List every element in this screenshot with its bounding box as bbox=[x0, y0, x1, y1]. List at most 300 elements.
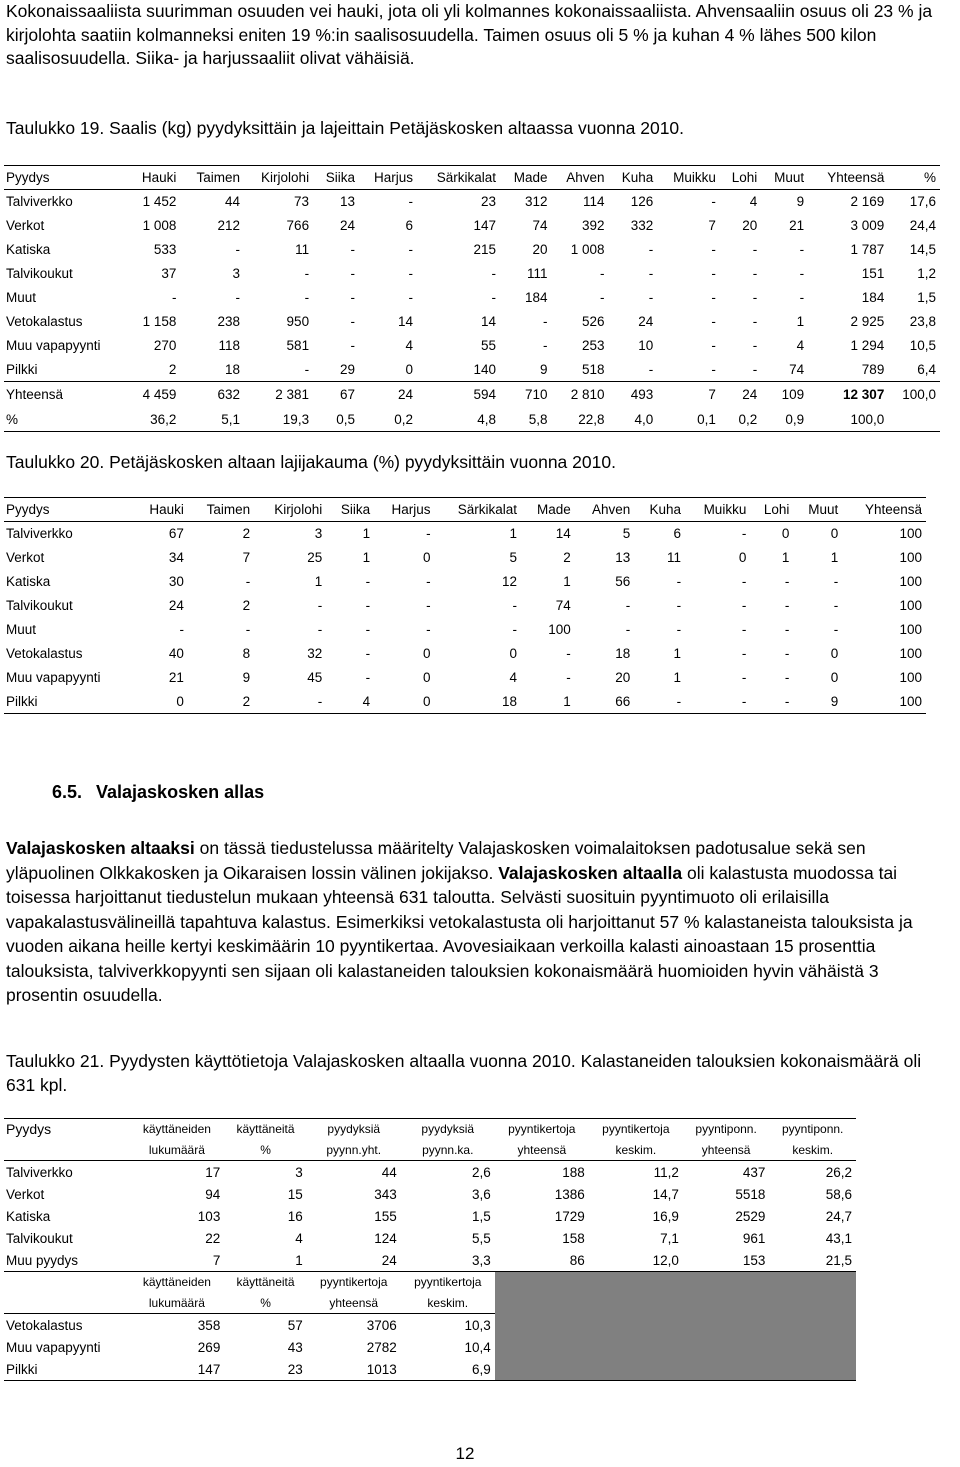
table20-row-cell: 0 bbox=[423, 550, 431, 565]
table21-header-row-bottom-cell: keskim. bbox=[589, 1141, 683, 1161]
table19-row-cell: 10,5 bbox=[909, 338, 936, 353]
table21-gray-block bbox=[495, 1314, 856, 1337]
table21-header-row-bottom-cell: pyynn.yht. bbox=[307, 1141, 401, 1161]
table21-row-cell: 158 bbox=[562, 1230, 585, 1246]
table19-row-cell: 581 bbox=[286, 338, 310, 353]
table20-row-cell: 0 bbox=[830, 670, 839, 685]
table21-gray-block bbox=[495, 1272, 856, 1314]
table19-row-cell: - bbox=[720, 358, 761, 382]
table20-row-cell: 7 bbox=[242, 550, 251, 565]
table20-row-cell: 100 bbox=[899, 670, 922, 685]
table20-row-cell: 21 bbox=[168, 670, 184, 685]
table20-row-cell: 32 bbox=[307, 646, 323, 661]
table21-header-row-bottom-cell: keskim. bbox=[769, 1141, 856, 1161]
table21-subheader-cell: pyyntikertoja bbox=[401, 1272, 495, 1294]
table20-row-cell: - bbox=[317, 598, 323, 613]
table19-row-cell: - bbox=[542, 338, 548, 353]
table21-row-cell: 14,7 bbox=[652, 1186, 679, 1202]
table20-row-cell: - bbox=[833, 598, 839, 613]
table19-row-cell: - bbox=[711, 290, 716, 305]
table20-row-cell: - bbox=[179, 622, 184, 637]
table20-row-cell: 34 bbox=[168, 550, 184, 565]
table21-subheader-cell: käyttäneitä bbox=[224, 1272, 306, 1294]
table21-caption: Taulukko 21. Pyydysten käyttötietoja Valajaskosken altaalla vuonna 2010. Kalastaneiden talouksien kokonaismäärä oli 631 kpl. bbox=[6, 1051, 922, 1095]
body-bold-2: Valajaskosken altaalla bbox=[498, 862, 683, 883]
table20-row-cell: 100 bbox=[899, 550, 922, 565]
table20-row bbox=[4, 618, 926, 642]
table19-percent-row-cell: 36,2 bbox=[128, 408, 180, 432]
table19-header-row-cell: Hauki bbox=[128, 166, 180, 190]
table20-row-cell: - bbox=[750, 690, 793, 714]
table19-row-cell: Muu vapapyynti bbox=[6, 338, 101, 353]
table19-row-cell: 0 bbox=[359, 358, 417, 382]
table19-row-cell: 24 bbox=[340, 218, 356, 233]
table19-header-row-cell: Kirjolohi bbox=[244, 166, 313, 190]
table19-row-cell: 29 bbox=[313, 358, 359, 382]
table19-row-cell: Verkot bbox=[6, 218, 45, 233]
table19-row-cell: - bbox=[752, 242, 758, 257]
table21-row-cell: 86 bbox=[569, 1252, 585, 1268]
table21-row-cell: 7 bbox=[212, 1252, 221, 1268]
table20-row-cell: 100 bbox=[899, 622, 922, 637]
table21-header-row-bottom-cell: pyynn.ka. bbox=[401, 1141, 495, 1161]
table19-percent-row-cell: 0,5 bbox=[313, 408, 359, 432]
table19-row-cell: 4 bbox=[405, 338, 413, 353]
table19-row-cell: - bbox=[711, 266, 716, 281]
table19-percent-row-cell bbox=[888, 408, 940, 432]
table20-row-cell: 56 bbox=[615, 574, 631, 589]
table20-row-cell: 4 bbox=[326, 690, 374, 714]
table20-row-cell: 3 bbox=[314, 526, 323, 542]
table19-total-row-cell: 24 bbox=[397, 387, 413, 403]
table21-subheader-cell: yhteensä bbox=[307, 1294, 401, 1314]
table21-sub-row-cell: 147 bbox=[129, 1358, 224, 1381]
table20-row-cell: 6 bbox=[673, 526, 682, 542]
table20-row-cell: 0 bbox=[738, 550, 747, 565]
table19-row-cell: - bbox=[752, 290, 758, 305]
table19-percent-row bbox=[4, 408, 940, 432]
table19-row-cell: 1 294 bbox=[850, 338, 885, 353]
table20-row-cell: 1 bbox=[781, 550, 790, 565]
table19-row-cell: - bbox=[244, 358, 313, 382]
table21-header-row-bottom bbox=[4, 1141, 856, 1161]
table20-row-cell: - bbox=[741, 574, 747, 589]
page-number: 12 bbox=[455, 1444, 475, 1463]
section-number: 6.5. bbox=[52, 782, 83, 802]
table21-row-cell: Muu pyydys bbox=[6, 1252, 79, 1268]
table19-row-cell: 312 bbox=[524, 194, 548, 210]
table19-row-cell: 332 bbox=[630, 218, 654, 233]
table20-row-cell: 0 bbox=[830, 646, 839, 661]
body-paragraph bbox=[6, 836, 936, 1008]
table20-row-cell: 12 bbox=[502, 574, 518, 589]
table19-total-row-cell: 67 bbox=[340, 387, 356, 403]
table20-row-cell: - bbox=[512, 598, 518, 613]
table20-row-cell: - bbox=[784, 646, 790, 661]
table20-row-cell: - bbox=[676, 598, 682, 613]
table21-sub-row-cell: 358 bbox=[197, 1317, 221, 1333]
table21-row-cell: 16,9 bbox=[652, 1208, 679, 1224]
table19-row-cell: - bbox=[408, 266, 413, 281]
table21-row-cell: Talviverkko bbox=[6, 1164, 73, 1180]
table21-row-cell: 16 bbox=[287, 1208, 303, 1224]
table19-row-cell: 118 bbox=[218, 338, 240, 353]
table21-row-cell: 43,1 bbox=[825, 1230, 852, 1246]
table21-subheader-cell: käyttäneiden bbox=[129, 1272, 224, 1294]
table20-row-cell: - bbox=[741, 526, 747, 542]
table20-row-cell: 2 bbox=[188, 690, 254, 714]
table20-row-cell: - bbox=[741, 646, 747, 661]
table19-row-cell: 55 bbox=[480, 338, 496, 353]
table21-header-row-bottom-cell: yhteensä bbox=[495, 1141, 589, 1161]
table19-row-cell: - bbox=[799, 242, 805, 257]
table19-row bbox=[4, 238, 940, 262]
table20-header-row-cell: Kirjolohi bbox=[254, 498, 326, 522]
table19-total-row-cell: 109 bbox=[781, 387, 805, 403]
table20-row-cell: 25 bbox=[307, 550, 323, 565]
table20-row-cell: Muut bbox=[6, 622, 37, 637]
table21-row-cell: 22 bbox=[205, 1230, 221, 1246]
table21 bbox=[4, 1118, 856, 1381]
table19-percent-row-cell: 19,3 bbox=[244, 408, 313, 432]
table20-row-cell: 1 bbox=[521, 690, 575, 714]
table19-row bbox=[4, 310, 940, 334]
table19-row-cell: 766 bbox=[286, 218, 310, 233]
table20-row-cell: Verkot bbox=[6, 550, 45, 565]
table21-row-cell: 17 bbox=[205, 1164, 221, 1180]
table21-row-cell: 437 bbox=[742, 1164, 766, 1180]
table21-header-row-top bbox=[4, 1119, 856, 1141]
table21-sub-row-cell: Muu vapapyynti bbox=[6, 1339, 101, 1355]
table21-subheader-empty bbox=[4, 1294, 129, 1314]
table21-sub-row-cell: 10,4 bbox=[464, 1339, 491, 1355]
table20-row bbox=[4, 570, 926, 594]
table19-row-cell: 3 bbox=[232, 266, 240, 281]
table20-row-cell: - bbox=[365, 670, 371, 685]
table19-row-cell: 9 bbox=[796, 194, 805, 210]
table19-total-row-cell: 710 bbox=[524, 387, 548, 403]
table21-row-cell: 21,5 bbox=[825, 1252, 852, 1268]
table19-row-cell: - bbox=[711, 338, 716, 353]
table20-row-cell: Muu vapapyynti bbox=[6, 670, 101, 685]
table19-row-cell: - bbox=[350, 314, 356, 329]
table19-total-row-cell: 4 459 bbox=[142, 387, 177, 403]
table19-row bbox=[4, 286, 940, 310]
table21-row-cell: 12,0 bbox=[652, 1252, 679, 1268]
table20-row-cell: - bbox=[685, 690, 750, 714]
table19-row-cell: 13 bbox=[340, 194, 356, 210]
table21-row-cell: 15 bbox=[287, 1186, 303, 1202]
table19-total-row-cell: 24 bbox=[742, 387, 758, 403]
table19-row-cell: 24 bbox=[638, 314, 654, 329]
body-text-2: oli kalastusta muodossa tai toisessa harjoittanut tiedustelun mukaan yhteensä 631 taloutta. Selvästi suosituin pyyntimuoto oli erilaisilla vapakalastusvälineillä tapahtuva kalastus. Esimerkiksi vetokalastusta oli harjoittanut 57 % kalastaneista talouksista ja vuoden aikana heille kertyi keskimäärin 10 pyyntikertaa. Avovesiaikaan verkoilla kalasti ainoastaan 15 prosenttia talouksista, talviverkkopyynti sen sijaan oli kalastaneiden talouksien kokonaismäärä huomioiden hyvin vähäistä 3 prosentin osuudella. bbox=[6, 862, 913, 1005]
table20-header-row-cell: Siika bbox=[326, 498, 374, 522]
table19-row-cell: - bbox=[350, 290, 356, 305]
table21-row-cell: 2,6 bbox=[472, 1164, 491, 1180]
table21-subheader-cell: keskim. bbox=[401, 1294, 495, 1314]
table20-row-cell: - bbox=[634, 690, 685, 714]
table20-row-cell: 45 bbox=[307, 670, 323, 685]
table21-row-cell: 24 bbox=[381, 1252, 397, 1268]
table20-header-row-cell: Pyydys bbox=[4, 498, 133, 522]
table20-row-cell: - bbox=[365, 646, 371, 661]
table19-header-row-cell: Made bbox=[500, 166, 552, 190]
table19-row-cell: 1 787 bbox=[850, 242, 885, 257]
table19-row-cell: 1 158 bbox=[142, 314, 177, 329]
table19-total-row-cell: 2 810 bbox=[570, 387, 605, 403]
table20-header-row-cell: Muikku bbox=[685, 498, 750, 522]
table19-row-cell: 212 bbox=[217, 218, 240, 233]
table20-row-cell: 0 bbox=[830, 526, 839, 542]
table20-header-row-cell: Lohi bbox=[750, 498, 793, 522]
table20-header-row-cell: Ahven bbox=[575, 498, 635, 522]
table19-header-row bbox=[4, 166, 940, 190]
table20-row-cell: 40 bbox=[168, 646, 184, 661]
table19-row-cell: Talvikoukut bbox=[6, 266, 73, 281]
table20-row-cell: - bbox=[245, 574, 251, 589]
table19-row-cell: - bbox=[408, 290, 413, 305]
table19-row-cell: - bbox=[235, 290, 240, 305]
table21-sub-row-cell: 57 bbox=[287, 1317, 303, 1333]
table19-row-cell: 20 bbox=[532, 242, 548, 257]
table19-row-cell: 6,4 bbox=[888, 358, 940, 382]
table20-row-cell: 100 bbox=[899, 574, 922, 589]
table19-header-row-cell: Siika bbox=[313, 166, 359, 190]
table20-row-cell: - bbox=[426, 622, 431, 637]
table20-row-cell: 1 bbox=[673, 646, 682, 661]
table19-row-cell: 238 bbox=[217, 314, 240, 329]
table19-row-cell: - bbox=[350, 266, 356, 281]
table19-row-cell: 526 bbox=[582, 314, 605, 329]
table21-row-cell: 3 bbox=[295, 1164, 303, 1180]
table20-row-cell: 9 bbox=[793, 690, 842, 714]
table20-header-row-cell: Hauki bbox=[133, 498, 188, 522]
table19-row-cell: 1 008 bbox=[142, 218, 177, 233]
table19-row-cell: - bbox=[752, 338, 758, 353]
table20-row-cell: 8 bbox=[242, 646, 251, 661]
table20-row-cell: 13 bbox=[615, 550, 631, 565]
body-text-1: on tässä tiedustelussa määritelty Valajaskosken voimalaitoksen padotusalue sekä sen yläpuolinen Olkkakosken ja Oikaraisen lossin välinen jokijakso. bbox=[6, 838, 866, 883]
table19-percent-row-cell: 0,2 bbox=[359, 408, 417, 432]
table21-row-cell: 961 bbox=[742, 1230, 766, 1246]
table21-sub-row-cell: 10,3 bbox=[464, 1317, 491, 1333]
table21-row-cell: 5518 bbox=[735, 1186, 766, 1202]
table20-row-cell: 2 bbox=[563, 550, 571, 565]
table19-row-cell: 7 bbox=[708, 218, 716, 233]
section-heading bbox=[52, 782, 264, 803]
table19-header-row-cell: Muikku bbox=[657, 166, 720, 190]
table21-sub-row bbox=[4, 1336, 856, 1358]
table20-row-cell: 0 bbox=[374, 690, 434, 714]
table20-row-cell: 67 bbox=[168, 526, 184, 542]
table19-row-cell: - bbox=[648, 290, 654, 305]
table21-row-cell: 153 bbox=[742, 1252, 766, 1268]
table20-row-cell: 100 bbox=[899, 646, 922, 661]
body-bold-1: Valajaskosken altaaksi bbox=[6, 838, 195, 858]
table19-row-cell: 20 bbox=[742, 218, 758, 233]
table19-row-cell: - bbox=[408, 242, 413, 257]
table20-header-row-cell: Harjus bbox=[374, 498, 434, 522]
table21-header-row-top-cell: Pyydys bbox=[4, 1119, 129, 1141]
table19-row-cell: 1,2 bbox=[917, 266, 936, 281]
table20-header-row bbox=[4, 498, 926, 522]
table19-percent-row-cell: 0,1 bbox=[657, 408, 720, 432]
table21-row-cell: 44 bbox=[381, 1164, 397, 1180]
table19-percent-row-cell: 4,0 bbox=[609, 408, 658, 432]
table20-row bbox=[4, 666, 926, 690]
table19-row-cell: 126 bbox=[630, 194, 654, 210]
table20-row-cell: 1 bbox=[314, 574, 323, 589]
table19-row-cell: - bbox=[235, 242, 240, 257]
table21-row-cell: 1729 bbox=[554, 1208, 585, 1224]
table19-row-cell: - bbox=[648, 242, 654, 257]
table20-row-cell: 0 bbox=[509, 646, 518, 661]
table19-row-cell: 4 bbox=[749, 194, 758, 210]
table20-row-cell: 100 bbox=[899, 598, 922, 613]
table19-row-cell: 518 bbox=[551, 358, 608, 382]
table19-row-cell: 215 bbox=[473, 242, 496, 257]
table19-row-cell: 151 bbox=[861, 266, 885, 281]
table20-row bbox=[4, 690, 926, 714]
table20-row-cell: 1 bbox=[362, 526, 371, 542]
table21-sub-row-cell: 6,9 bbox=[401, 1358, 495, 1381]
table19-row-cell: 74 bbox=[532, 218, 548, 233]
section-title: Valajaskosken allas bbox=[96, 782, 265, 802]
table19-percent-row-cell: 5,8 bbox=[500, 408, 552, 432]
table19-row-cell: 184 bbox=[524, 290, 548, 305]
table21-sub-row-cell: 1013 bbox=[307, 1358, 401, 1381]
table21-row-cell: 155 bbox=[374, 1208, 397, 1224]
table20-row-cell: - bbox=[566, 646, 571, 661]
table19-total-row bbox=[4, 382, 940, 408]
table21-subheader-cell: lukumäärä bbox=[129, 1294, 224, 1314]
table19-header-row-cell: Yhteensä bbox=[808, 166, 888, 190]
table21-sub-row-cell: 43 bbox=[287, 1339, 303, 1355]
table19-row-cell: 950 bbox=[286, 314, 310, 329]
table21-sub-row-cell: Vetokalastus bbox=[6, 1317, 83, 1333]
table21-sub-row-cell: 23 bbox=[224, 1358, 306, 1381]
table19-total-row-cell: 7 bbox=[708, 387, 716, 403]
table19-row bbox=[4, 262, 940, 286]
table19-percent-row-cell: 0,9 bbox=[761, 408, 808, 432]
table20-row-cell: 1 bbox=[362, 550, 371, 565]
table21-row-cell: 124 bbox=[374, 1230, 397, 1246]
table21-row-cell: Katiska bbox=[6, 1208, 51, 1224]
table20-row-cell: - bbox=[741, 622, 747, 637]
table21-subheader-row-top bbox=[4, 1272, 856, 1294]
table21-row-cell: Verkot bbox=[6, 1186, 45, 1202]
table19-row-cell: - bbox=[600, 266, 605, 281]
table20-row-cell: 24 bbox=[168, 598, 184, 613]
table19-header-row-cell: Särkikalat bbox=[417, 166, 500, 190]
table21-header-row-top-cell: käyttäneitä bbox=[224, 1119, 306, 1141]
table21-row bbox=[4, 1227, 856, 1249]
table19-row-cell: 9 bbox=[500, 358, 552, 382]
table19-row-cell: - bbox=[799, 266, 805, 281]
table21-row-cell: 2529 bbox=[735, 1208, 766, 1224]
table20 bbox=[4, 497, 926, 714]
table19-row-cell: - bbox=[711, 242, 716, 257]
table20-row-cell: 2 bbox=[242, 598, 251, 613]
table19-row-cell: 184 bbox=[861, 290, 885, 305]
table20-row-cell: 66 bbox=[575, 690, 635, 714]
table21-gray-block bbox=[495, 1336, 856, 1358]
table19-total-row-cell: 100,0 bbox=[902, 387, 936, 403]
table20-row-cell: - bbox=[254, 690, 326, 714]
table19-row bbox=[4, 214, 940, 238]
table21-row-cell: 26,2 bbox=[825, 1164, 852, 1180]
table19-row-cell: 2 bbox=[128, 358, 180, 382]
table19-row-cell: - bbox=[657, 358, 720, 382]
table19-row-cell: 253 bbox=[582, 338, 605, 353]
table20-row-cell: 4 bbox=[509, 670, 518, 685]
table19-row-cell: Katiska bbox=[6, 242, 51, 257]
table19-total-row-cell: 12 307 bbox=[843, 387, 885, 403]
table20-row-cell: - bbox=[741, 670, 747, 685]
table20-row-cell: 11 bbox=[667, 550, 682, 565]
table21-gray-block bbox=[495, 1358, 856, 1381]
table19-row-cell: Pilkki bbox=[4, 358, 128, 382]
table20-row-cell: - bbox=[365, 574, 371, 589]
table19-row-cell: 1 008 bbox=[570, 242, 605, 257]
table20-row-cell: - bbox=[365, 598, 371, 613]
table19-row-cell: 4 bbox=[796, 338, 805, 353]
table21-row-cell: 58,6 bbox=[825, 1186, 852, 1202]
table19-header-row-cell: Taimen bbox=[180, 166, 244, 190]
table20-row-cell: - bbox=[784, 622, 790, 637]
table19-row-cell: - bbox=[542, 314, 548, 329]
table21-sub-row-cell: 3706 bbox=[366, 1317, 397, 1333]
table21-row-cell: 3,6 bbox=[472, 1186, 491, 1202]
table20-row-cell: - bbox=[317, 622, 323, 637]
table19-header-row-cell: Harjus bbox=[359, 166, 417, 190]
table19-percent-row-cell: 100,0 bbox=[808, 408, 888, 432]
table21-header-row-top-cell: pyyntiponn. bbox=[769, 1119, 856, 1141]
table19-header-row-cell: Ahven bbox=[551, 166, 608, 190]
table19-row-cell: 11 bbox=[295, 242, 310, 257]
table20-row-cell: - bbox=[625, 598, 631, 613]
table19-header-row-cell: Muut bbox=[761, 166, 808, 190]
table19-row-cell: 147 bbox=[473, 218, 496, 233]
table19-row-cell: - bbox=[350, 338, 356, 353]
table19-percent-row-cell: 22,8 bbox=[551, 408, 608, 432]
table20-header-row-cell: Kuha bbox=[634, 498, 685, 522]
table19-percent-row-cell: 4,8 bbox=[417, 408, 500, 432]
table19-row-cell: 17,6 bbox=[909, 194, 936, 210]
table20-row-cell: 1 bbox=[509, 526, 518, 542]
table19-row-cell: 2 925 bbox=[850, 314, 885, 329]
table20-row bbox=[4, 594, 926, 618]
table19-row-cell: - bbox=[711, 194, 716, 210]
table19-row-cell: 23,8 bbox=[909, 314, 936, 329]
table19-total-row-cell: 632 bbox=[217, 387, 240, 403]
table19-row-cell: Vetokalastus bbox=[6, 314, 83, 329]
table19-row bbox=[4, 190, 940, 214]
table21-row-cell: 7,1 bbox=[660, 1230, 679, 1246]
table19-header-row-cell: % bbox=[888, 166, 940, 190]
table20-row-cell: 14 bbox=[555, 526, 571, 542]
table21-subheader-cell: % bbox=[224, 1294, 306, 1314]
table19-row-cell: - bbox=[408, 194, 413, 210]
table21-row-cell: 1 bbox=[295, 1252, 303, 1268]
table20-header-row-cell: Särkikalat bbox=[435, 498, 521, 522]
table21-sub-row-cell: Pilkki bbox=[4, 1358, 129, 1381]
table19-row-cell: 789 bbox=[808, 358, 888, 382]
table20-row-cell: 18 bbox=[435, 690, 521, 714]
table19-row-cell: 6 bbox=[405, 218, 413, 233]
table20-row-cell: Katiska bbox=[6, 574, 51, 589]
table19-row-cell: 10 bbox=[638, 338, 654, 353]
